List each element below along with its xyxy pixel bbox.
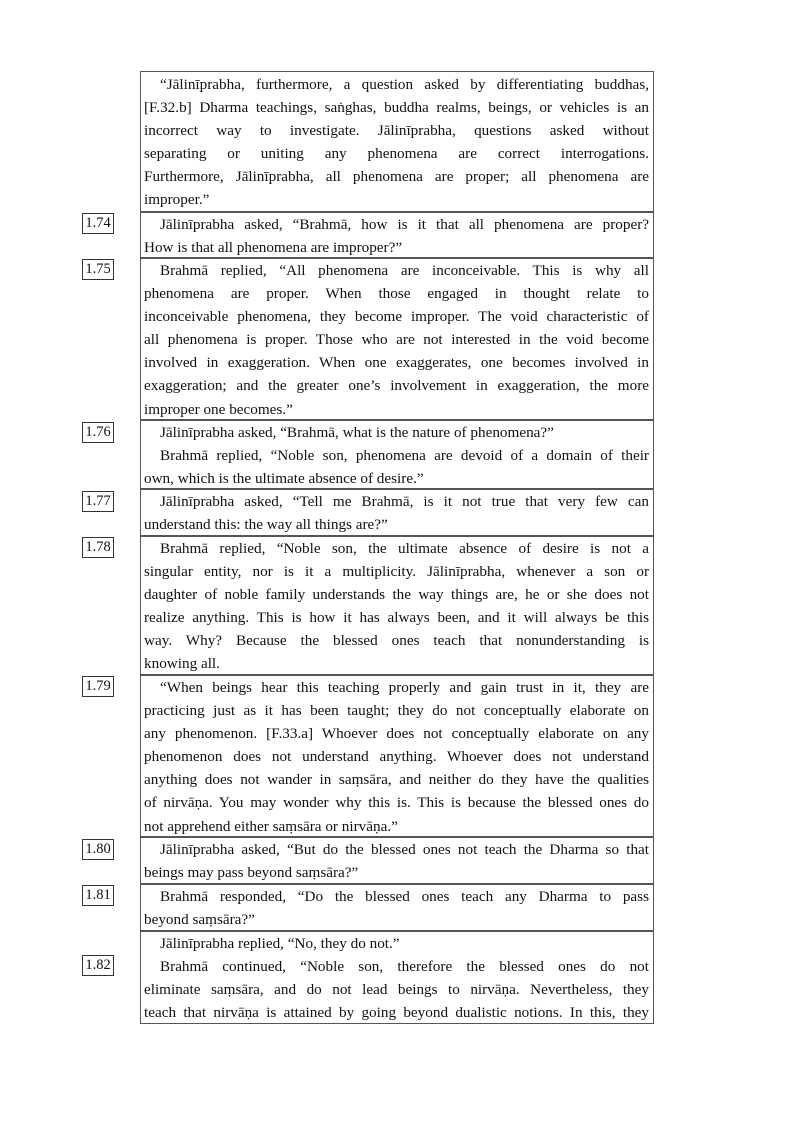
text-line: exaggeration; and the greater one’s involvement in exaggeration, the more — [144, 377, 649, 395]
paragraph-number[interactable]: 1.77 — [82, 491, 114, 512]
text-line: knowing all. — [144, 655, 220, 673]
text-line: improper.” — [144, 191, 210, 209]
paragraph-number[interactable]: 1.79 — [82, 676, 114, 697]
text-line: phenomenon does not understand anything. Whoever does not understand — [144, 748, 649, 766]
text-line: “When beings hear this teaching properly and gain trust in it, they are — [160, 679, 649, 696]
text-line: Jālinīprabha asked, “But do the blessed ones not teach the Dharma so that — [160, 841, 649, 858]
text-block-1-78 — [140, 536, 654, 675]
paragraph-number[interactable]: 1.80 — [82, 839, 114, 860]
paragraph-number[interactable]: 1.75 — [82, 259, 114, 280]
text-line: Jālinīprabha asked, “Tell me Brahmā, is it not true that very few can — [160, 493, 649, 510]
text-line: beyond saṃsāra?” — [144, 911, 255, 929]
text-line: teach that nirvāṇa is attained by going beyond dualistic notions. In this, they — [144, 1004, 649, 1022]
paragraph-number[interactable]: 1.78 — [82, 537, 114, 558]
text-line: understand this: the way all things are?” — [144, 516, 388, 534]
text-block-1-75 — [140, 258, 654, 420]
text-line: daughter of noble family understands the way things are, he or she does not — [144, 586, 649, 604]
text-line: practicing just as it has been taught; they do not conceptually elaborate on — [144, 702, 649, 720]
text-line: singular entity, nor is it a multiplicity. Jālinīprabha, whenever a son or — [144, 563, 649, 581]
text-block-1-81 — [140, 884, 654, 931]
text-block-1-79 — [140, 675, 654, 837]
paragraph-number[interactable]: 1.74 — [82, 213, 114, 234]
text-line: inconceivable phenomena, they become improper. The void characteristic of — [144, 308, 649, 326]
text-line: [F.32.b] Dharma teachings, saṅghas, buddha realms, beings, or vehicles is an — [144, 99, 649, 117]
text-line: realize anything. This is how it has always been, and it will always be this — [144, 609, 649, 627]
text-line: incorrect way to investigate. Jālinīprabha, questions asked without — [144, 122, 649, 140]
text-line: of nirvāṇa. You may wonder why this is. This is because the blessed ones do — [144, 794, 649, 812]
text-line: Jālinīprabha asked, “Brahmā, how is it that all phenomena are proper? — [160, 216, 649, 233]
text-line: all phenomena is proper. Those who are not interested in the void become — [144, 331, 649, 349]
text-line: way. Why? Because the blessed ones teach that nonunderstanding is — [144, 632, 649, 650]
text-block-1-77 — [140, 489, 654, 536]
text-block-1-74 — [140, 212, 654, 258]
text-line: Brahmā replied, “Noble son, phenomena are devoid of a domain of their — [160, 447, 649, 465]
text-line: own, which is the ultimate absence of desire.” — [144, 470, 424, 488]
text-line: phenomena are proper. When those engaged in thought relate to — [144, 285, 649, 303]
text-line: Jālinīprabha replied, “No, they do not.” — [160, 935, 400, 952]
text-line: not apprehend either saṃsāra or nirvāṇa.” — [144, 817, 398, 835]
text-line: anything does not wander in saṃsāra, and neither do they have the qualities — [144, 771, 649, 789]
text-line: Jālinīprabha asked, “Brahmā, what is the nature of phenomena?” — [160, 424, 554, 441]
text-line: How is that all phenomena are improper?” — [144, 239, 403, 257]
text-block-intro — [140, 71, 654, 212]
text-line: “Jālinīprabha, furthermore, a question asked by differentiating buddhas, — [160, 76, 649, 93]
text-line: Brahmā replied, “Noble son, the ultimate absence of desire is not a — [160, 540, 649, 557]
paragraph-number[interactable]: 1.82 — [82, 955, 114, 976]
text-block-1-76 — [140, 420, 654, 489]
text-line: Brahmā responded, “Do the blessed ones teach any Dharma to pass — [160, 888, 649, 905]
text-block-1-82 — [140, 931, 654, 1024]
text-line: involved in exaggeration. When one exaggerates, one becomes involved in — [144, 354, 649, 372]
text-block-1-80 — [140, 837, 654, 884]
paragraph-number[interactable]: 1.81 — [82, 885, 114, 906]
text-line: Brahmā replied, “All phenomena are inconceivable. This is why all — [160, 262, 649, 279]
text-line: Brahmā continued, “Noble son, therefore the blessed ones do not — [160, 958, 649, 976]
text-line: separating or uniting any phenomena are correct interrogations. — [144, 145, 649, 163]
text-line: Furthermore, Jālinīprabha, all phenomena are proper; all phenomena are — [144, 168, 649, 186]
paragraph-number[interactable]: 1.76 — [82, 422, 114, 443]
text-line: eliminate saṃsāra, and do not lead beings to nirvāṇa. Nevertheless, they — [144, 981, 649, 999]
text-line: any phenomenon. [F.33.a] Whoever does not conceptually elaborate on any — [144, 725, 649, 743]
text-line: beings may pass beyond saṃsāra?” — [144, 864, 359, 882]
text-line: improper one becomes.” — [144, 400, 293, 418]
